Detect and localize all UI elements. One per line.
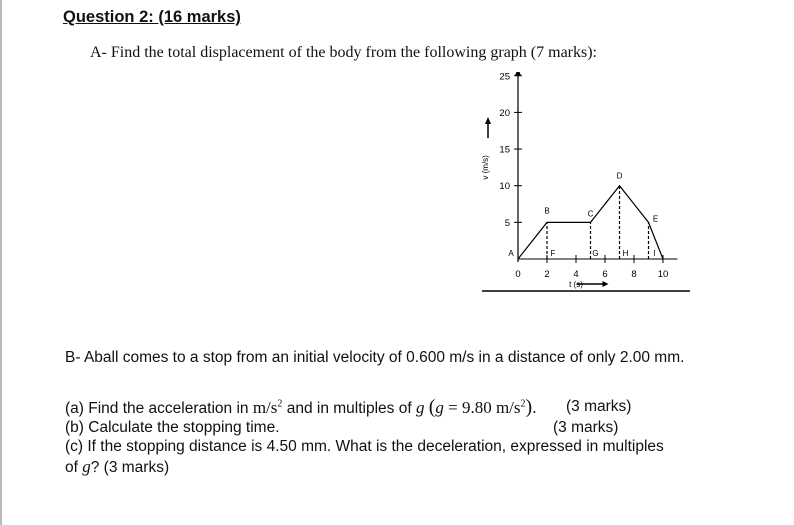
y-tick-label: 5 <box>504 217 510 229</box>
y-tick-label: 10 <box>499 181 510 193</box>
x-tick-label: 4 <box>573 269 579 280</box>
x-tick-label: 2 <box>544 269 550 280</box>
part-a-instruction: A- Find the total displacement of the body from the following graph (7 marks): <box>90 44 597 61</box>
question-a <box>65 396 536 419</box>
question-c-line1: (c) If the stopping distance is 4.50 mm. What is the deceleration, expressed in multiples <box>65 438 664 455</box>
y-tick-label: 20 <box>499 107 510 119</box>
page-left-edge <box>0 0 2 525</box>
point-label-b: B <box>544 206 550 216</box>
point-label-d: D <box>616 171 623 181</box>
point-label-c: C <box>587 209 594 219</box>
y-tick-label: 25 <box>499 72 510 83</box>
velocity-time-graph <box>470 72 700 297</box>
point-label-g: G <box>592 249 599 258</box>
point-label-e: E <box>652 214 659 224</box>
x-axis-label: t (s) <box>569 280 583 289</box>
question-heading: Question 2: (16 marks) <box>63 8 241 26</box>
x-tick-label: 10 <box>657 269 669 280</box>
x-tick-label: 6 <box>602 269 608 280</box>
y-axis-direction-arrowhead <box>485 117 491 124</box>
part-b-intro: B- Aball comes to a stop from an initial velocity of 0.600 m/s in a distance of only 2.00 mm. <box>65 349 685 366</box>
y-axis-label: v (m/s) <box>481 155 490 180</box>
point-label-f: F <box>550 249 556 258</box>
question-a-mid: and in multiples of <box>286 400 412 417</box>
x-axis-direction-arrowhead <box>603 281 609 287</box>
x-tick-label: 0 <box>515 269 521 280</box>
question-b: (b) Calculate the stopping time. <box>65 419 280 436</box>
y-axis-arrowhead <box>515 72 521 75</box>
g-equation: g (g = 9.80 $m/s^2$). <box>415 396 537 418</box>
x-tick-label: 8 <box>631 269 637 280</box>
point-label-i: I <box>653 249 656 258</box>
question-c-line2: of g? (3 marks) <box>65 457 170 476</box>
question-b-marks: (3 marks) <box>553 419 619 436</box>
unit-ms2: $m/s^2$ <box>252 398 283 417</box>
point-label-h: H <box>622 249 629 258</box>
question-a-marks: (3 marks) <box>566 398 632 415</box>
point-label-a: A <box>508 249 514 258</box>
y-tick-label: 15 <box>499 144 510 156</box>
question-a-prefix: (a) Find the acceleration in <box>65 400 249 417</box>
